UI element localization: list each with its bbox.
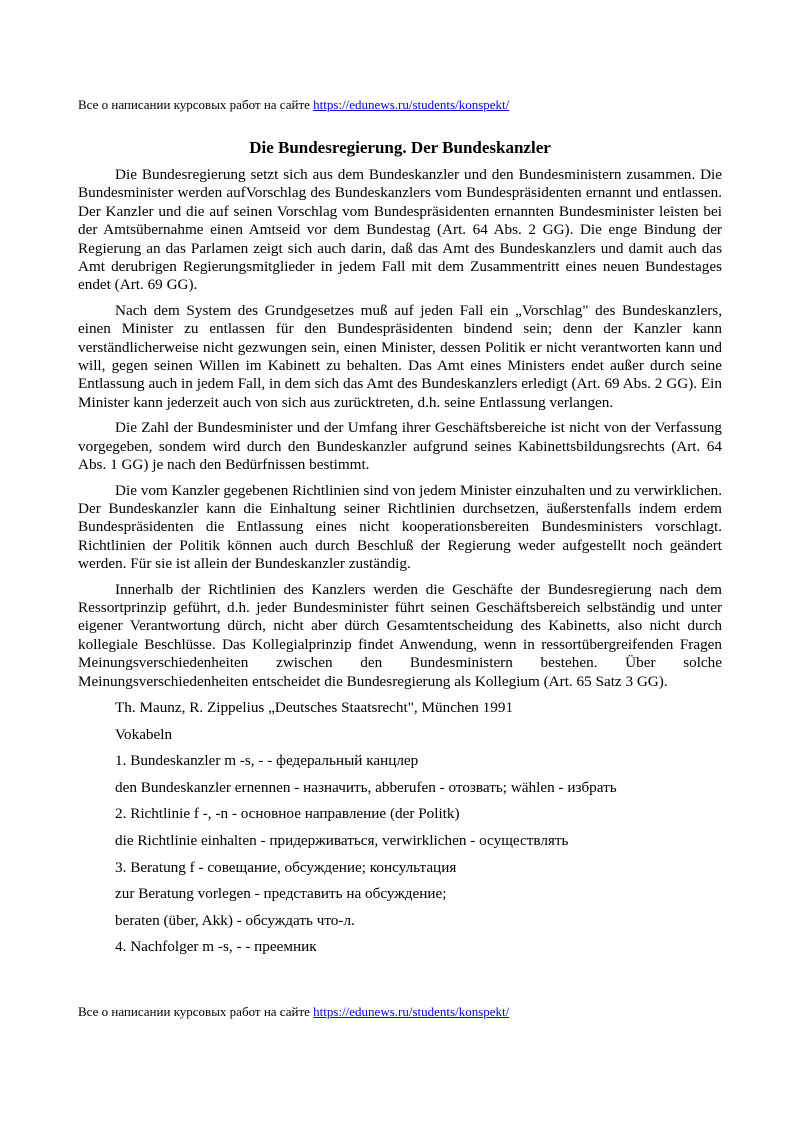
vocab-line: den Bundeskanzler ernennen - назначить, abberufen - отозвать; wählen - избрать (115, 778, 617, 796)
header-text: Все о написании курсовых работ на сайте (78, 97, 314, 112)
vocab-line: beraten (über, Akk) - обсуждать что-л. (115, 911, 355, 929)
vocab-heading: Vokabeln (115, 725, 173, 743)
paragraph: Die Zahl der Bundesminister und der Umfang ihrer Geschäftsbereiche ist nicht von der Verfassung vorgegeben, sondem wird durch den Bundeskanzler aufgrund seines Kabinettsbildungsrechts (Art. 64 Abs. 1 GG) je nach den Bedürfnissen bestimmt. (78, 419, 722, 474)
paragraph: Die Bundesregierung setzt sich aus dem Bundeskanzler und den Bundesministern zusammen. Die Bundesminister werden aufVorschlag des Bundeskanzlers vom Bundespräsidenten ernannt und entlassen. Der Kanzler und die auf seinen Vorschlag vom Bundespräsidenten ernannten Bundesminister leisten bei der Amtsübernahme einen Amtseid vor dem Bundestag (Art. 64 Abs. 2 GG). Die enge Bindung der Regierung an das Parlamen zeigt sich auch darin, daß das Amt des Bundeskanzlers und damit auch das Amt derubrigen Regierungsmitglieder in jedem Fall mit dem Zusammentritt eines neuen Bundestages endet (Art. 69 GG). (78, 166, 722, 294)
paragraph: Nach dem System des Grundgesetzes muß auf jeden Fall ein „Vorschlag" des Bundeskanzlers, einen Minister zu entlassen für den Bundespräsidenten bindend sein; denn der Kanzler kann verständlicherweise nicht gezwungen sein, einen Minister, dessen Politik er nicht verantworten kann und will, gegen seinen Willen im Kabinett zu behalten. Das Amt eines Ministers endet außer durch seine Entlassung auch in jedem Fall, in dem sich das Amt des Bundeskanzlers erledigt (Art. 69 Abs. 2 GG). Ein Minister kann jederzeit auch von sich aus zurücktreten, d.h. seine Entlassung verlangen. (78, 301, 722, 411)
page-footer (78, 1004, 509, 1020)
vocab-line: 4. Nachfolger m -s, - - преемник (115, 938, 317, 956)
vocab-line: zur Beratung vorlegen - представить на обсуждение; (115, 885, 447, 903)
vocab-line: 2. Richtlinie f -, -n - основное направление (der Politk) (115, 805, 460, 823)
document-title: Die Bundesregierung. Der Bundeskanzler (249, 138, 551, 157)
footer-link[interactable]: https://edunews.ru/students/konspekt/ (313, 1004, 510, 1019)
header-link[interactable]: https://edunews.ru/students/konspekt/ (313, 97, 510, 112)
page-header (78, 97, 509, 113)
document-body (78, 166, 722, 964)
paragraph: Innerhalb der Richtlinien des Kanzlers werden die Geschäfte der Bundesregierung nach dem Ressortprinzip geführt, d.h. jeder Bundesminister führt seinen Geschäftsbereich selbständig und unter eigener Verantwortung dürch, nicht aber dürch Gesamtentscheidung des Kabinetts, also nicht durch kollegiale Beschlüsse. Das Kollegialprinzip findet Anwendung, wenn in ressortübergreifenden Fragen Meinungsverschiedenheiten zwischen den Bundesministern bestehen. Über solche Meinungsverschiedenheiten entscheidet die Bundesregierung als Kollegium (Art. 65 Satz 3 GG). (78, 580, 722, 690)
vocab-line: die Richtlinie einhalten - придерживаться, verwirklichen - осуществлять (115, 831, 569, 849)
footer-text: Все о написании курсовых работ на сайте (78, 1004, 314, 1019)
vocab-line: 3. Beratung f - совещание, обсуждение; консультация (115, 858, 457, 876)
vocab-line: 1. Bundeskanzler m -s, - - федеральный канцлер (115, 752, 419, 770)
citation: Th. Maunz, R. Zippelius „Deutsches Staatsrecht", München 1991 (115, 698, 514, 716)
paragraph: Die vom Kanzler gegebenen Richtlinien sind von jedem Minister einzuhalten und zu verwirklichen. Der Bundeskanzler kann die Einhaltung seiner Richtlinien durchsetzen, äußerstenfalls indem erdem Bundespräsidenten die Entlassung eines nicht kooperationsbereiten Bundesministers vorschlagt. Richtlinien der Politik können auch durch Beschluß der Regierung weder aufgestellt noch geändert werden. Für sie ist allein der Bundeskanzler zuständig. (78, 481, 722, 573)
